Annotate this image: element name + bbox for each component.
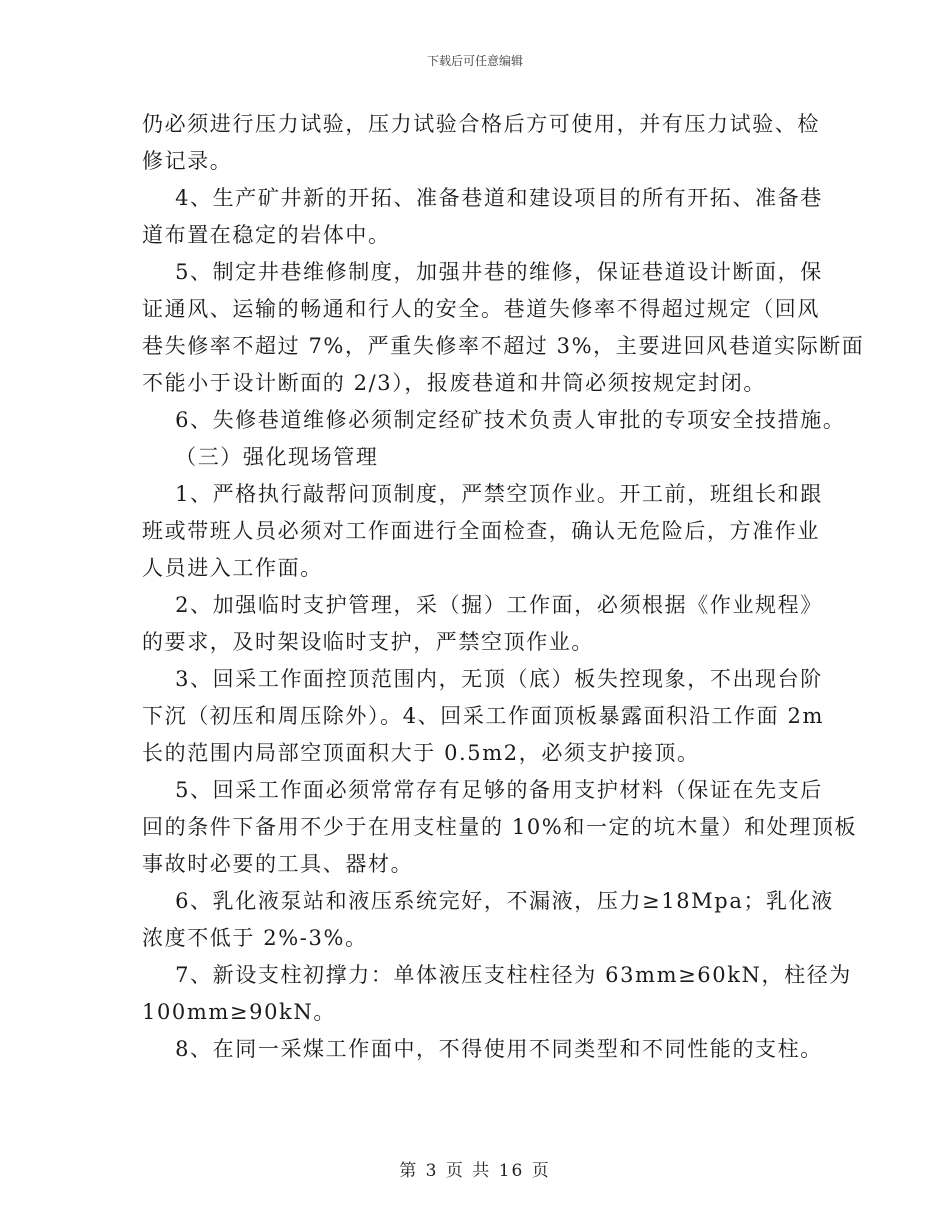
text-line: 班或带班人员必须对工作面进行全面检查，确认无危险后，方准作业: [142, 519, 820, 543]
page-header: 下载后可任意编辑: [426, 54, 523, 68]
text-line: 长的范围内局部空顶面积大于 0.5m2，必须支护接顶。: [142, 741, 700, 765]
text-line: 7、新设支柱初撑力：单体液压支柱柱径为 63mm≥60kN，柱径为: [142, 963, 852, 987]
text-line: 事故时必要的工具、器材。: [142, 852, 414, 876]
text-line: 道布置在稳定的岩体中。: [142, 223, 391, 247]
text-line: 人员进入工作面。: [142, 556, 323, 580]
text-line: 回的条件下备用不少于在用支柱量的 10%和一定的坑木量）和处理顶板: [142, 815, 858, 839]
text-line: 2、加强临时支护管理，采（掘）工作面，必须根据《作业规程》: [142, 593, 823, 617]
text-line: 4、生产矿井新的开拓、准备巷道和建设项目的所有开拓、准备巷: [142, 186, 823, 210]
text-line: 8、在同一采煤工作面中，不得使用不同类型和不同性能的支柱。: [142, 1037, 823, 1061]
text-line: 6、乳化液泵站和液压系统完好，不漏液，压力≥18Mpa；乳化液: [142, 889, 834, 913]
text-line: 浓度不低于 2%-3%。: [142, 926, 368, 950]
text-line: 6、失修巷道维修必须制定经矿技术负责人审批的专项安全技措施。: [142, 408, 846, 432]
text-line: 1、严格执行敲帮问顶制度，严禁空顶作业。开工前，班组长和跟: [142, 482, 823, 506]
document-body: [142, 106, 865, 1068]
text-line: 3、回采工作面控顶范围内，无顶（底）板失控现象，不出现台阶: [142, 667, 823, 691]
page-number-footer: 第 3 页 共 16 页: [399, 1161, 551, 1181]
text-line: 100mm≥90kN。: [142, 1000, 336, 1024]
text-line: 修记录。: [142, 149, 233, 173]
text-line: 的要求，及时架设临时支护，严禁空顶作业。: [142, 630, 594, 654]
text-line: 下沉（初压和周压除外）。4、回采工作面顶板暴露面积沿工作面 2m: [142, 704, 825, 728]
section-heading: （三）强化现场管理: [142, 445, 379, 469]
text-line: 5、回采工作面必须常常存有足够的备用支护材料（保证在先支后: [142, 778, 823, 802]
text-line: 仍必须进行压力试验，压力试验合格后方可使用，并有压力试验、检: [142, 112, 820, 136]
text-line: 不能小于设计断面的 2/3），报废巷道和井筒必须按规定封闭。: [142, 371, 766, 395]
text-line: 巷失修率不超过 7%，严重失修率不超过 3%，主要进回风巷道实际断面: [142, 334, 865, 358]
text-line: 证通风、运输的畅通和行人的安全。巷道失修率不得超过规定（回风: [142, 297, 820, 321]
text-line: 5、制定井巷维修制度，加强井巷的维修，保证巷道设计断面，保: [142, 260, 823, 284]
